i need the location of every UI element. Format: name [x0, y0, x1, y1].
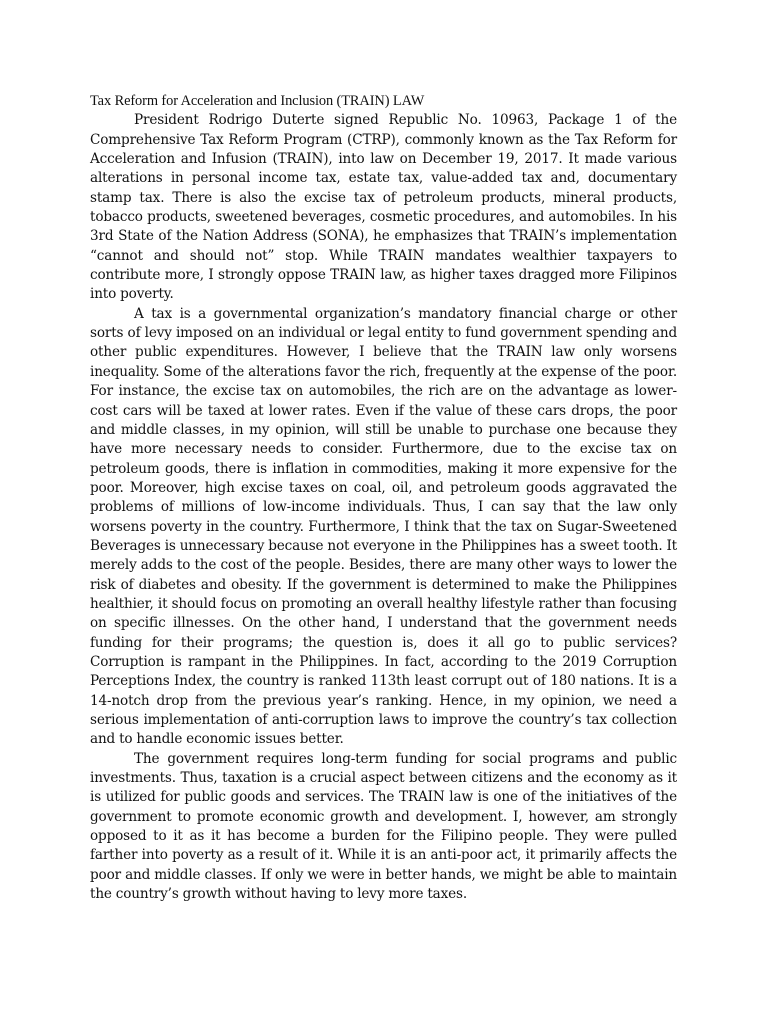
document-title: Tax Reform for Acceleration and Inclusion (TRAIN) LAW — [90, 93, 425, 109]
paragraph-3: The government requires long-term funding for social programs and public investments. Thus, taxation is a crucial aspect between citizens and the economy as it is utilized for public goods and services. The TRAIN law is one of the initiatives of the government to promote economic growth and development. I, however, am strongly opposed to it as it has become a burden for the Filipino people. They were pulled farther into poverty as a result of it. While it is an anti-poor act, it primarily affects the poor and middle classes. If only we were in better hands, we might be able to maintain the country’s growth without having to levy more taxes. — [90, 750, 677, 903]
document-body — [90, 92, 677, 904]
paragraph-2: A tax is a governmental organization’s mandatory financial charge or other sorts of levy imposed on an individual or legal entity to fund government spending and other public expenditures. However, I believe that the TRAIN law only worsens inequality. Some of the alterations favor the rich, frequently at the expense of the poor. For instance, the excise tax on automobiles, the rich are on the advantage as lower-cost cars will be taxed at lower rates. Even if the value of these cars drops, the poor and middle classes, in my opinion, will still be unable to purchase one because they have more necessary needs to consider. Furthermore, due to the excise tax on petroleum goods, there is inflation in commodities, making it more expensive for the poor. Moreover, high excise taxes on coal, oil, and petroleum goods aggravated the problems of millions of low-income individuals. Thus, I can say that the law only worsens poverty in the country. Furthermore, I think that the tax on Sugar-Sweetened Beverages is unnecessary because not everyone in the Philippines has a sweet tooth. It merely adds to the cost of the people. Besides, there are many other ways to lower the risk of diabetes and obesity. If the government is determined to make the Philippines healthier, it should focus on promoting an overall healthy lifestyle rather than focusing on specific illnesses. On the other hand, I understand that the government needs funding for their programs; the question is, does it all go to public services? Corruption is rampant in the Philippines. In fact, according to the 2019 Corruption Perceptions Index, the country is ranked 113th least corrupt out of 180 nations. It is a 14-notch drop from the previous year’s ranking. Hence, in my opinion, we need a serious implementation of anti-corruption laws to improve the country’s tax collection and to handle economic issues better. — [90, 305, 677, 748]
paragraph-1: President Rodrigo Duterte signed Republic No. 10963, Package 1 of the Comprehensive Tax Reform Program (CTRP), commonly known as the Tax Reform for Acceleration and Infusion (TRAIN), into law on December 19, 2017. It made various alterations in personal income tax, estate tax, value-added tax and, documentary stamp tax. There is also the excise tax of petroleum products, mineral products, tobacco products, sweetened beverages, cosmetic procedures, and automobiles. In his 3rd State of the Nation Address (SONA), he emphasizes that TRAIN’s implementation “cannot and should not” stop. While TRAIN mandates wealthier taxpayers to contribute more, I strongly oppose TRAIN law, as higher taxes dragged more Filipinos into poverty. — [90, 112, 677, 303]
